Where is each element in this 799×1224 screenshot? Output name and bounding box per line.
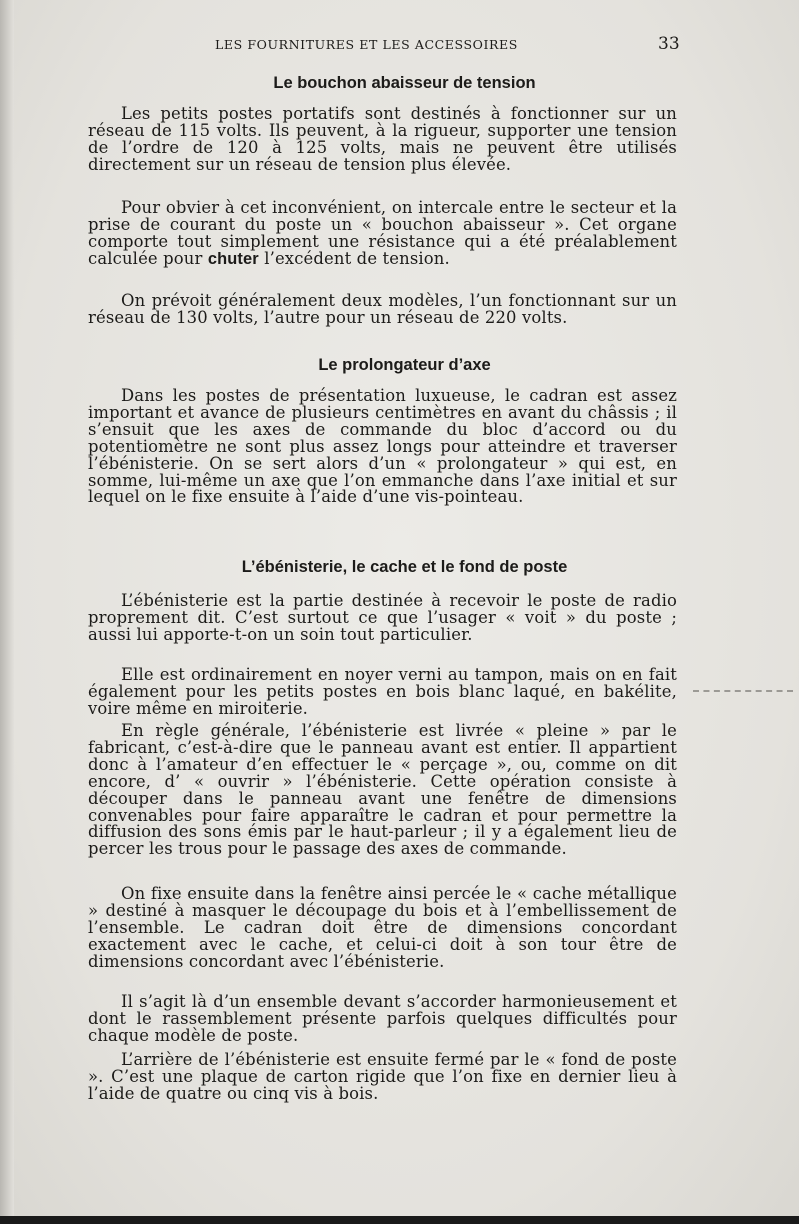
section-heading-prolongateur: Le prolongateur d’axe [318,356,491,374]
paragraph: On fixe ensuite dans la fenêtre ainsi percée le « cache métallique » destiné à masquer le découpage du bois et à l’embellissement de l’ensemble. Le cadran doit être de dimensions concordant exactement avec le cache, et celui-ci doit à son tour être de dimensions concordant avec l’ébénisterie. [88,884,677,971]
page-gutter-shadow [0,0,14,1224]
section-heading-bouchon: Le bouchon abaisseur de tension [273,74,536,92]
paragraph: L’arrière de l’ébénisterie est ensuite fermé par le « fond de poste ». C’est une plaque de carton rigide que l’on fixe en dernier lieu à l’aide de quatre ou cinq vis à bois. [88,1050,677,1103]
paragraph: On prévoit généralement deux modèles, l’un fonctionnant sur un réseau de 130 volts, l’autre pour un réseau de 220 volts. [88,291,677,327]
page-number: 33 [658,34,680,54]
section-heading-ebenisterie: L’ébénisterie, le cache et le fond de poste [241,558,568,576]
paragraph: En règle générale, l’ébénisterie est livrée « pleine » par le fabricant, c’est-à-dire que le panneau avant est entier. Il appartient donc à l’amateur d’en effectuer le « perçage », ou, comme on dit encore, d’ « ouvrir » l’ébénisterie. Cette opération consiste à découper dans le panneau avant une fenêtre de dimensions convenables pour faire apparaître le cadran et pour permettre la diffusion des sons émis par le haut-parleur ; il y a également lieu de percer les trous pour le passage des axes de commande. [88,721,677,859]
paragraph: L’ébénisterie est la partie destinée à recevoir le poste de radio proprement dit. C’est surtout ce que l’usager « voit » du poste ; aussi lui apporte-t-on un soin tout particulier. [88,591,677,644]
running-head [0,34,799,57]
paragraph [88,200,677,268]
paragraph-text: Pour obvier à cet inconvénient, on intercale entre le secteur et la prise de courant du poste un « bouchon abaisseur ». Cet organe comporte tout simplement une résistance qui a été préalablement calculée pour [88,198,677,268]
paragraph: Il s’agit là d’un ensemble devant s’accorder harmonieusement et dont le rassemblement présente parfois quelques difficultés pour chaque modèle de poste. [88,992,677,1045]
margin-pencil-mark [693,690,793,694]
paragraph: Elle est ordinairement en noyer verni au tampon, mais on en fait également pour les petits postes en bois blanc laqué, en bakélite, voire même en miroiterie. [88,665,677,718]
paragraph: Dans les postes de présentation luxueuse, le cadran est assez important et avance de plusieurs centimètres en avant du châssis ; il s’ensuit que les axes de commande du bloc d’accord ou du potentiomètre ne sont plus assez longs pour atteindre et traverser l’ébénisterie. On se sert alors d’un « prolongateur » qui est, en somme, lui-même un axe que l’on emmanche dans l’axe initial et sur lequel on le fixe ensuite à l’aide d’une vis-pointeau. [88,386,677,507]
running-title: LES FOURNITURES ET LES ACCESSOIRES [215,37,518,52]
bold-term: chuter [207,249,259,268]
paragraph: Les petits postes portatifs sont destinés à fonctionner sur un réseau de 115 volts. Ils peuvent, à la rigueur, supporter une tension de l’ordre de 120 à 125 volts, mais ne peuvent être utilisés directement sur un réseau de tension plus élevée. [88,104,677,174]
paragraph-text: l’excédent de tension. [258,248,450,268]
page-bottom-edge [0,1216,799,1224]
